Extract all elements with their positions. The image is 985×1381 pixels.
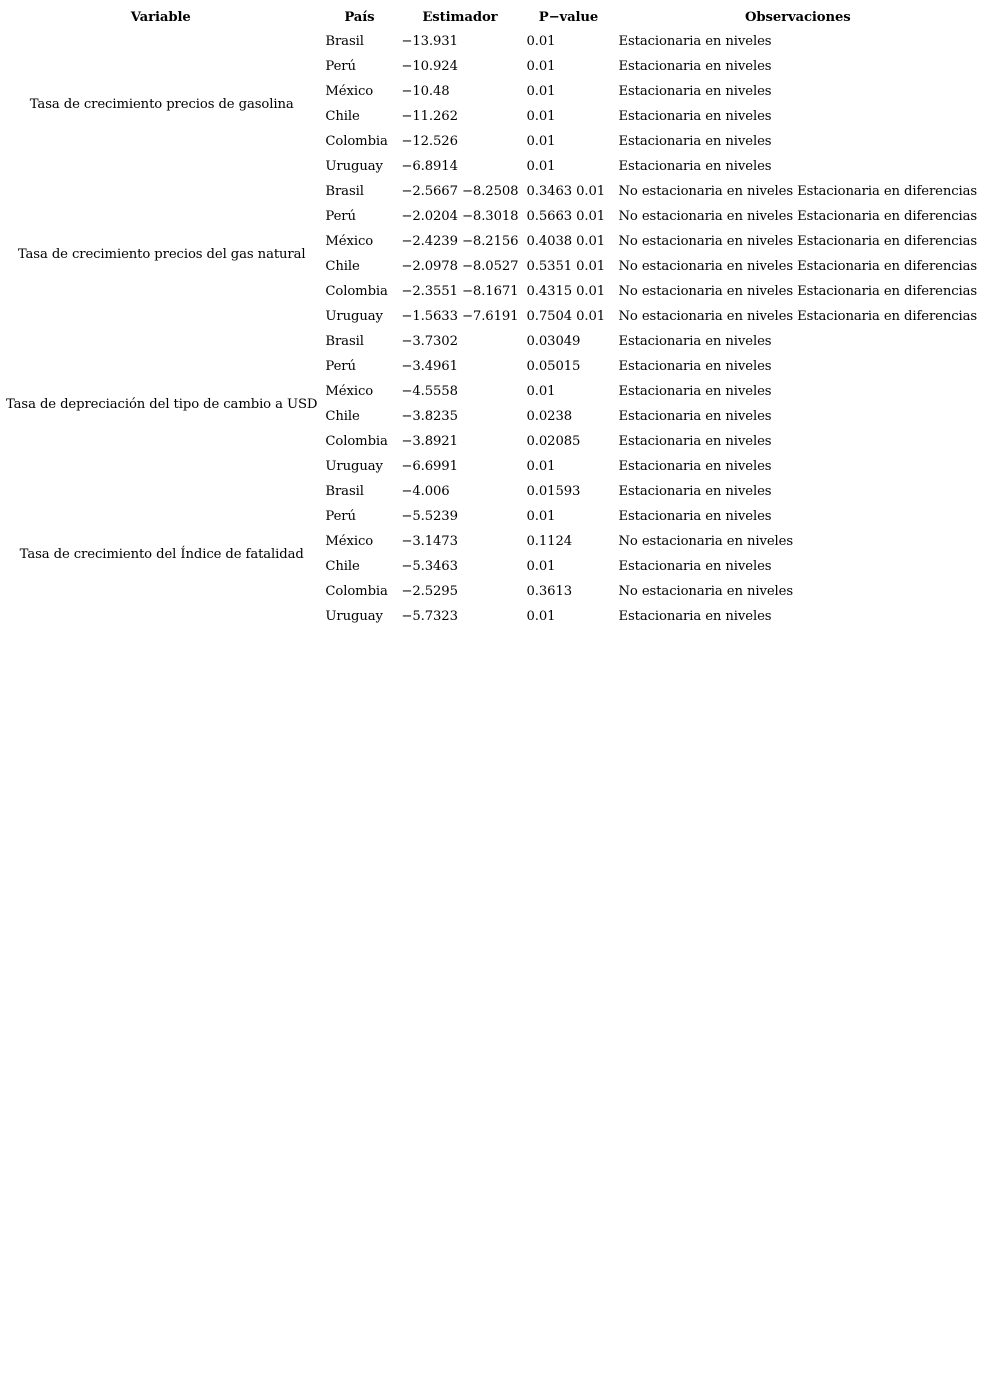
table-row — [0, 479, 981, 504]
country-cell: Brasil — [325, 334, 364, 349]
estimator-cell: −3.8921 — [401, 434, 458, 449]
pvalue-cell: 0.02085 — [526, 434, 581, 449]
observation-cell: No estacionaria en niveles Estacionaria en diferencias — [618, 284, 978, 299]
pvalue-cell: 0.3613 — [526, 584, 573, 599]
observation-cell: Estacionaria en niveles — [618, 134, 772, 149]
variable-cell: Tasa de crecimiento precios de gasolina — [29, 96, 294, 112]
observation-cell: Estacionaria en niveles — [618, 109, 772, 124]
pvalue-cell: 0.01 — [526, 509, 556, 524]
header-pais: País — [344, 9, 375, 25]
observation-cell: Estacionaria en niveles — [618, 34, 772, 49]
estimator-cell: −5.7323 — [401, 609, 458, 624]
estimator-cell: −3.4961 — [401, 359, 458, 374]
country-cell: Chile — [325, 409, 360, 424]
pvalue-cell: 0.01 — [526, 109, 556, 124]
estimator-cell: −3.7302 — [401, 334, 458, 349]
country-cell: Perú — [325, 509, 356, 524]
header-variable: Variable — [130, 9, 191, 25]
estimator-cell: −10.924 — [401, 59, 458, 74]
pvalue-cell: 0.5663 0.01 — [526, 209, 606, 224]
pvalue-cell: 0.01 — [526, 34, 556, 49]
pvalue-cell: 0.03049 — [526, 334, 581, 349]
country-cell: Colombia — [325, 584, 388, 599]
country-cell: Uruguay — [325, 159, 383, 174]
estimator-cell: −12.526 — [401, 134, 458, 149]
country-cell: Colombia — [325, 134, 388, 149]
variable-cell: Tasa de crecimiento precios del gas natural — [17, 246, 306, 262]
estimator-cell: −3.8235 — [401, 409, 458, 424]
estimator-cell: −4.5558 — [401, 384, 458, 399]
observation-cell: Estacionaria en niveles — [618, 334, 772, 349]
estimator-cell: −2.3551 −8.1671 — [401, 284, 519, 299]
observation-cell: Estacionaria en niveles — [618, 434, 772, 449]
country-cell: Perú — [325, 359, 356, 374]
country-cell: México — [325, 384, 374, 399]
estimator-cell: −6.6991 — [401, 459, 458, 474]
observation-cell: Estacionaria en niveles — [618, 84, 772, 99]
pvalue-cell: 0.05015 — [526, 359, 581, 374]
header-estimador: Estimador — [422, 9, 498, 25]
estimator-cell: −10.48 — [401, 84, 450, 99]
country-cell: Brasil — [325, 484, 364, 499]
observation-cell: Estacionaria en niveles — [618, 384, 772, 399]
country-cell: Perú — [325, 59, 356, 74]
pvalue-cell: 0.01 — [526, 159, 556, 174]
observation-cell: Estacionaria en niveles — [618, 609, 772, 624]
observation-cell: Estacionaria en niveles — [618, 509, 772, 524]
pvalue-cell: 0.4038 0.01 — [526, 234, 606, 249]
observation-cell: No estacionaria en niveles — [618, 584, 794, 599]
country-cell: Uruguay — [325, 609, 383, 624]
table-row — [0, 179, 981, 204]
stationarity-results-table — [0, 5, 981, 629]
pvalue-cell: 0.7504 0.01 — [526, 309, 606, 324]
estimator-cell: −5.3463 — [401, 559, 458, 574]
pvalue-cell: 0.5351 0.01 — [526, 259, 606, 274]
observation-cell: Estacionaria en niveles — [618, 484, 772, 499]
observation-cell: Estacionaria en niveles — [618, 59, 772, 74]
header-observaciones: Observaciones — [744, 9, 851, 25]
header-row — [0, 5, 981, 29]
country-cell: México — [325, 234, 374, 249]
observation-cell: Estacionaria en niveles — [618, 359, 772, 374]
estimator-cell: −2.5667 −8.2508 — [401, 184, 519, 199]
country-cell: Uruguay — [325, 309, 383, 324]
estimator-cell: −6.8914 — [401, 159, 458, 174]
observation-cell: No estacionaria en niveles Estacionaria en diferencias — [618, 234, 978, 249]
country-cell: Brasil — [325, 184, 364, 199]
estimator-cell: −11.262 — [401, 109, 458, 124]
country-cell: Chile — [325, 559, 360, 574]
country-cell: México — [325, 84, 374, 99]
country-cell: Brasil — [325, 34, 364, 49]
table-body — [0, 29, 981, 629]
variable-cell: Tasa de depreciación del tipo de cambio a USD — [6, 396, 318, 412]
pvalue-cell: 0.01 — [526, 459, 556, 474]
table-row — [0, 29, 981, 54]
variable-cell: Tasa de crecimiento del Índice de fatalidad — [19, 546, 304, 562]
observation-cell: No estacionaria en niveles Estacionaria en diferencias — [618, 184, 978, 199]
country-cell: Uruguay — [325, 459, 383, 474]
pvalue-cell: 0.01 — [526, 134, 556, 149]
estimator-cell: −2.0978 −8.0527 — [401, 259, 519, 274]
pvalue-cell: 0.4315 0.01 — [526, 284, 606, 299]
country-cell: México — [325, 534, 374, 549]
observation-cell: No estacionaria en niveles Estacionaria en diferencias — [618, 259, 978, 274]
country-cell: Colombia — [325, 284, 388, 299]
country-cell: Chile — [325, 259, 360, 274]
observation-cell: Estacionaria en niveles — [618, 559, 772, 574]
observation-cell: Estacionaria en niveles — [618, 409, 772, 424]
pvalue-cell: 0.1124 — [526, 534, 573, 549]
pvalue-cell: 0.3463 0.01 — [526, 184, 606, 199]
estimator-cell: −1.5633 −7.6191 — [401, 309, 519, 324]
pvalue-cell: 0.0238 — [526, 409, 573, 424]
observation-cell: Estacionaria en niveles — [618, 159, 772, 174]
estimator-cell: −4.006 — [401, 484, 450, 499]
pvalue-cell: 0.01593 — [526, 484, 581, 499]
country-cell: Perú — [325, 209, 356, 224]
observation-cell: No estacionaria en niveles Estacionaria en diferencias — [618, 309, 978, 324]
estimator-cell: −2.0204 −8.3018 — [401, 209, 519, 224]
estimator-cell: −5.5239 — [401, 509, 458, 524]
observation-cell: No estacionaria en niveles — [618, 534, 794, 549]
table-header — [0, 5, 981, 29]
pvalue-cell: 0.01 — [526, 559, 556, 574]
observation-cell: No estacionaria en niveles Estacionaria en diferencias — [618, 209, 978, 224]
estimator-cell: −3.1473 — [401, 534, 458, 549]
pvalue-cell: 0.01 — [526, 84, 556, 99]
pvalue-cell: 0.01 — [526, 59, 556, 74]
observation-cell: Estacionaria en niveles — [618, 459, 772, 474]
estimator-cell: −13.931 — [401, 34, 458, 49]
pvalue-cell: 0.01 — [526, 384, 556, 399]
country-cell: Colombia — [325, 434, 388, 449]
table-row — [0, 329, 981, 354]
estimator-cell: −2.5295 — [401, 584, 458, 599]
estimator-cell: −2.4239 −8.2156 — [401, 234, 519, 249]
country-cell: Chile — [325, 109, 360, 124]
pvalue-cell: 0.01 — [526, 609, 556, 624]
header-pvalue: P−value — [538, 9, 599, 25]
